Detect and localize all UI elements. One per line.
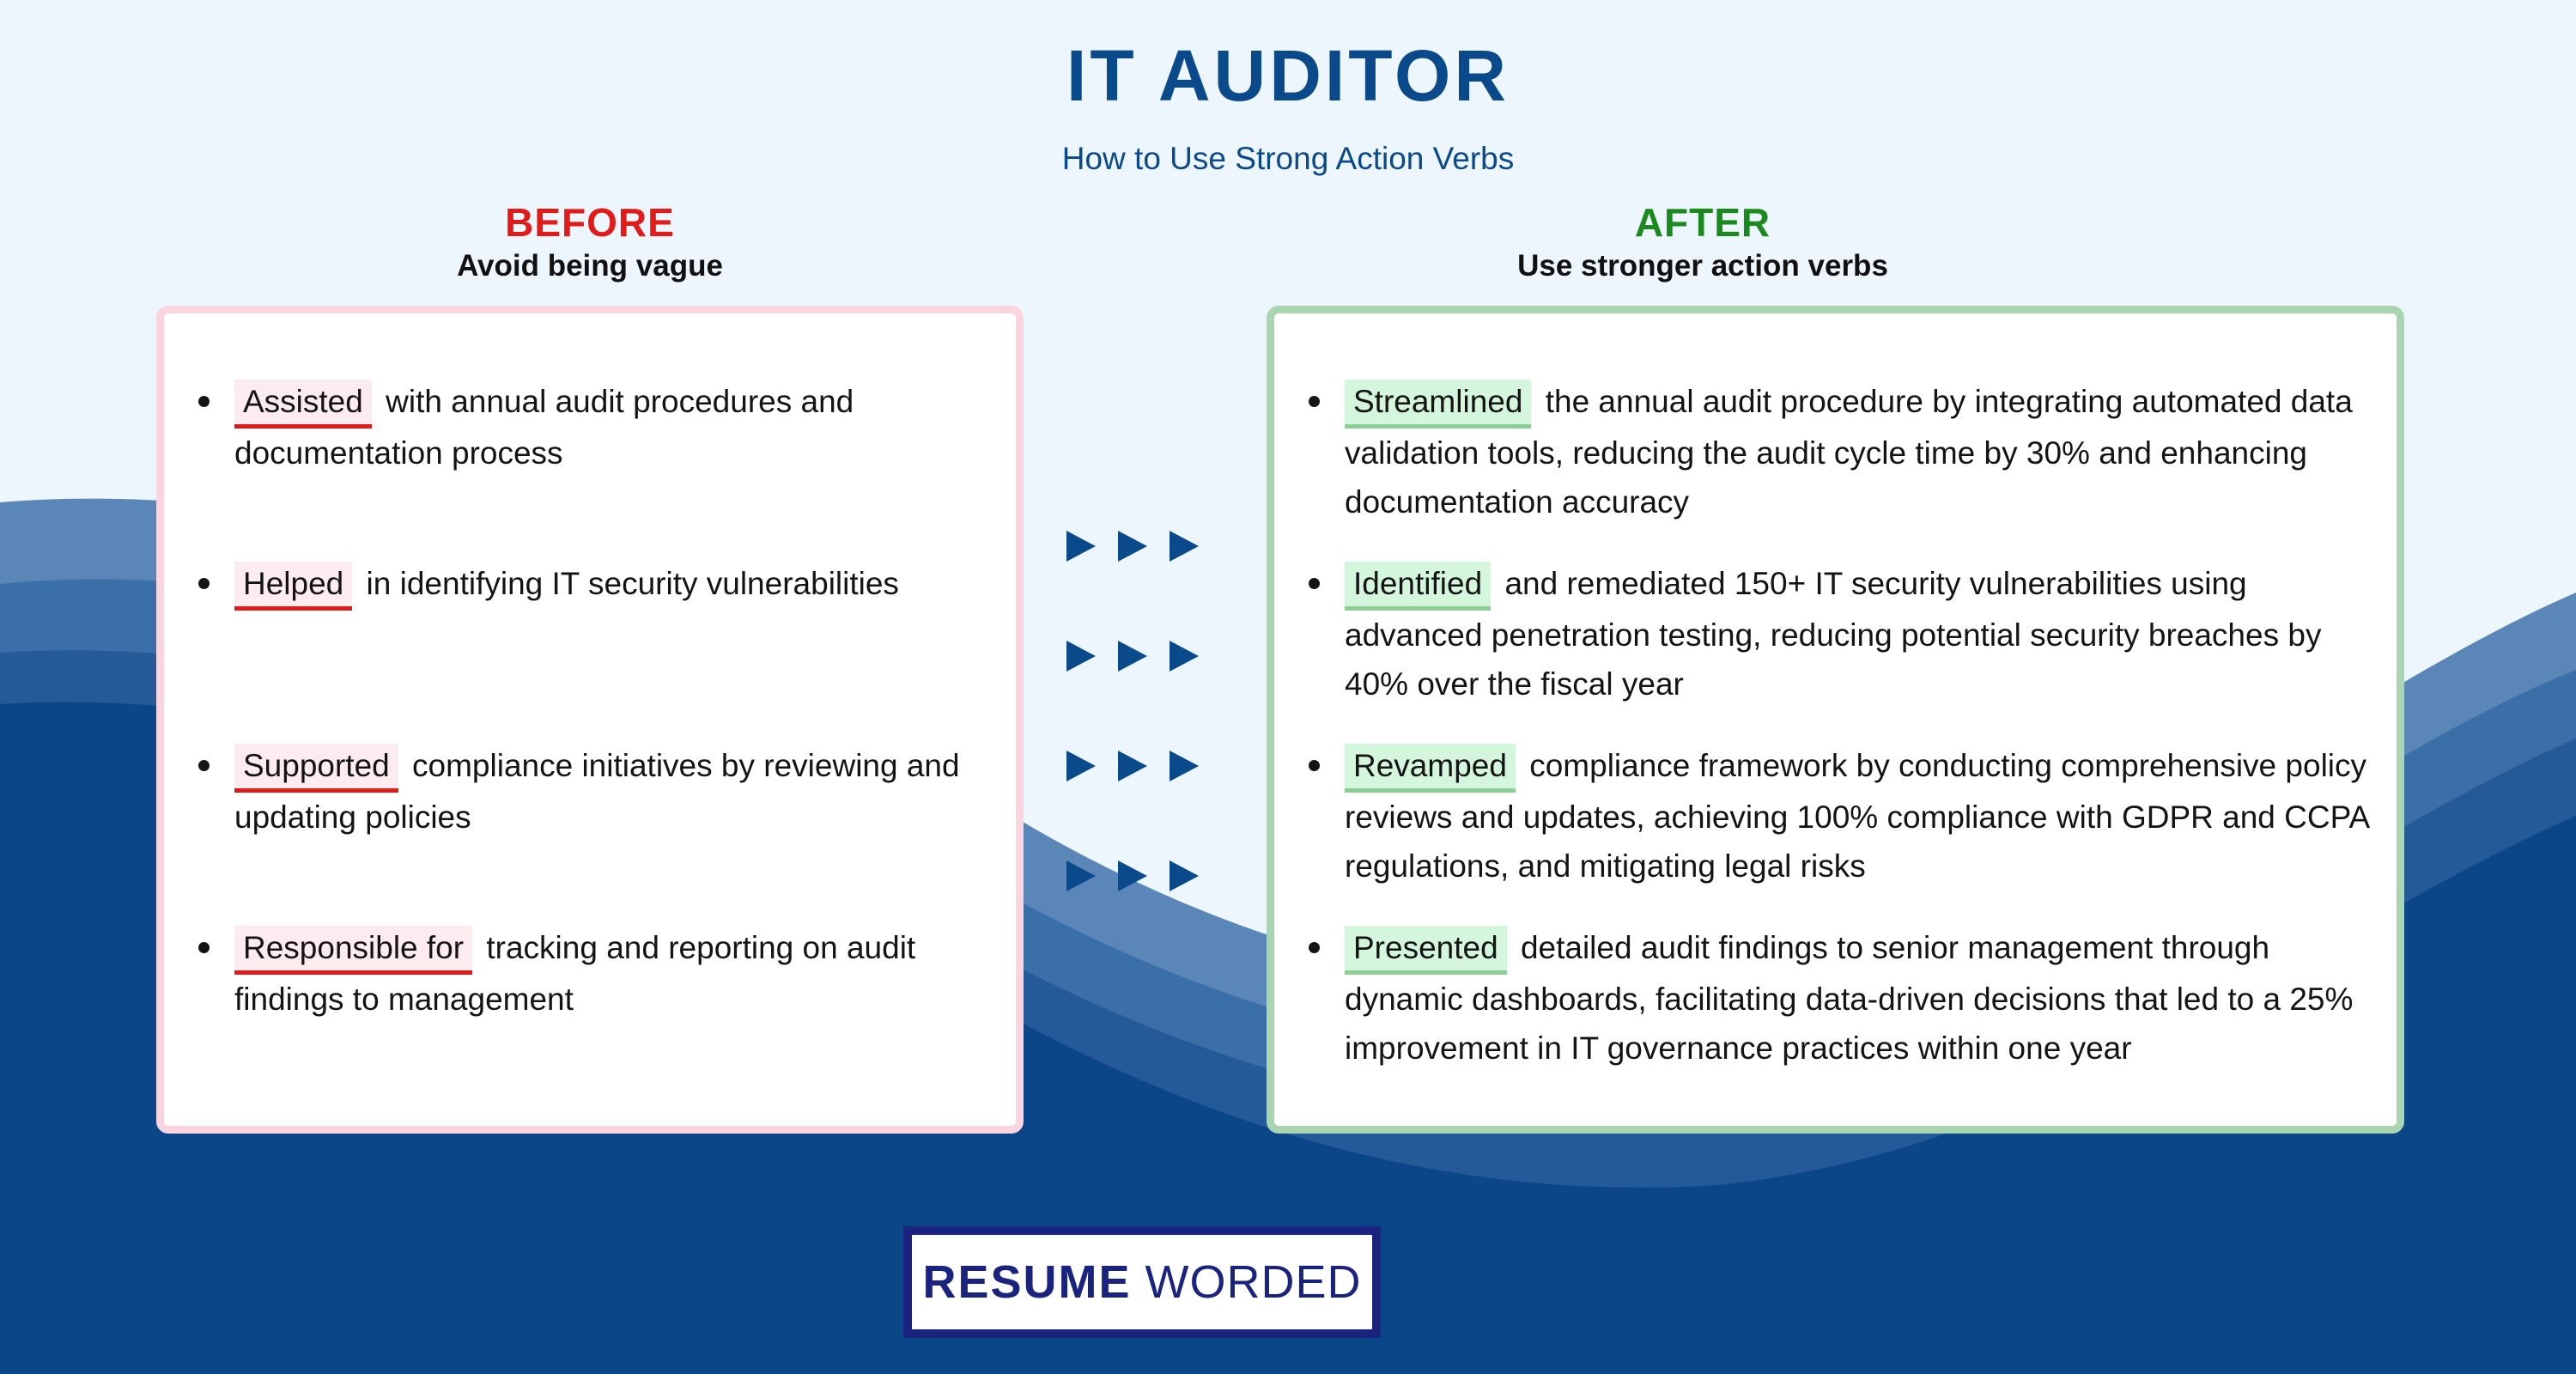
arrow-row <box>1054 740 1226 792</box>
bullet-icon <box>1309 578 1320 589</box>
after-item <box>1305 559 2370 708</box>
strong-verb: Revamped <box>1345 744 1516 793</box>
after-header <box>1269 199 2136 283</box>
strong-verb: Presented <box>1345 926 1507 975</box>
after-card <box>1267 306 2404 1134</box>
logo-bold-text: RESUME <box>922 1256 1132 1308</box>
strong-verb: Streamlined <box>1345 380 1531 429</box>
page-title: IT AUDITOR <box>1066 35 1510 116</box>
before-header <box>156 199 1024 283</box>
weak-verb: Helped <box>234 562 352 611</box>
play-arrow-icon <box>1118 641 1147 672</box>
after-item <box>1305 923 2370 1073</box>
item-text: in identifying IT security vulnerabilities <box>366 566 899 601</box>
strong-verb: Identified <box>1345 562 1491 611</box>
before-item <box>195 377 985 477</box>
resume-worded-logo <box>903 1226 1381 1338</box>
item-text: tracking and reporting on audit findings to management <box>234 930 916 1017</box>
play-arrow-icon <box>1170 531 1199 562</box>
play-arrow-icon <box>1118 531 1147 562</box>
play-arrow-icon <box>1170 641 1199 672</box>
weak-verb: Responsible for <box>234 926 472 975</box>
item-text: and remediated 150+ IT security vulnerabilities using advanced penetration testing, reducing potential security breaches by 40% over the fiscal year <box>1345 566 2322 702</box>
logo-regular-text: WORDED <box>1145 1256 1362 1308</box>
item-text: compliance initiatives by reviewing and updating policies <box>234 748 960 835</box>
before-item <box>195 923 985 1024</box>
weak-verb: Supported <box>234 744 398 793</box>
bullet-icon <box>198 396 210 407</box>
after-subheading: Use stronger action verbs <box>1517 249 1888 283</box>
page-subtitle: How to Use Strong Action Verbs <box>1061 141 1515 176</box>
item-text: the annual audit procedure by integrating automated data validation tools, reducing the audit cycle time by 30% and enhancing documentation accuracy <box>1345 384 2353 520</box>
play-arrow-icon <box>1118 860 1147 891</box>
item-text: compliance framework by conducting comprehensive policy reviews and updates, achieving 100% compliance with GDPR and CCPA regulations, and mitigating legal risks <box>1345 748 2369 884</box>
before-subheading: Avoid being vague <box>457 249 723 283</box>
play-arrow-icon <box>1118 751 1147 781</box>
bullet-icon <box>1309 760 1320 771</box>
before-item <box>195 559 985 611</box>
before-item <box>195 741 985 842</box>
play-arrow-icon <box>1066 751 1096 781</box>
play-arrow-icon <box>1170 860 1199 891</box>
weak-verb: Assisted <box>234 380 372 429</box>
arrow-row <box>1054 850 1226 902</box>
after-heading: AFTER <box>1634 200 1771 245</box>
arrow-row <box>1054 630 1226 682</box>
play-arrow-icon <box>1066 641 1096 672</box>
arrow-row <box>1054 520 1226 572</box>
bullet-icon <box>198 760 210 771</box>
bullet-icon <box>198 578 210 589</box>
play-arrow-icon <box>1066 860 1096 891</box>
bullet-icon <box>1309 396 1320 407</box>
after-item <box>1305 741 2370 891</box>
item-text: with annual audit procedures and documentation process <box>234 384 854 471</box>
play-arrow-icon <box>1170 751 1199 781</box>
item-text: detailed audit findings to senior management through dynamic dashboards, facilitating data-driven decisions that led to a 25% improvement in IT governance practices within one year <box>1345 930 2354 1066</box>
play-arrow-icon <box>1066 531 1096 562</box>
after-item <box>1305 377 2370 526</box>
before-heading: BEFORE <box>505 200 675 245</box>
before-card <box>156 306 1024 1134</box>
bullet-icon <box>1309 942 1320 953</box>
bullet-icon <box>198 942 210 953</box>
